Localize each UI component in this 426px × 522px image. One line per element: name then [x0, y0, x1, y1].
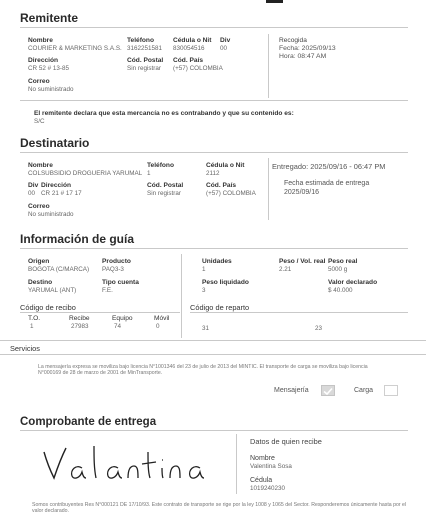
remitente-telefono: 3162251581: [127, 45, 163, 52]
destinatario-postal: Sin registrar: [147, 190, 181, 197]
remitente-postal-label: Cód. Postal: [127, 57, 164, 64]
destinatario-title: Destinatario: [20, 136, 90, 150]
guia-title: Información de guía: [20, 232, 135, 246]
destinatario-correo: No suministrado: [28, 211, 74, 218]
destinatario-cedula: 2112: [206, 170, 220, 177]
recibo-header-recibe: Recibe: [69, 315, 90, 322]
remitente-title: Remitente: [20, 11, 79, 25]
remitente-div-label: Div: [220, 37, 231, 44]
servicios-title: Servicios: [10, 344, 40, 353]
remitente-direccion-label: Dirección: [28, 57, 59, 64]
remitente-cedula: 830054516: [173, 45, 205, 52]
recibe-nombre-label: Nombre: [250, 455, 275, 462]
reparto-value-1: 31: [202, 325, 210, 332]
guia-divider: [20, 248, 408, 249]
remitente-contenido: S/C: [34, 118, 45, 125]
reparto-value-2: 23: [315, 325, 323, 332]
guia-origen: BOGOTA (C/MARCA): [28, 266, 90, 273]
destinatario-cedula-label: Cédula o Nit: [206, 162, 245, 169]
recogida-fecha: Fecha: 2025/09/13: [279, 45, 336, 52]
remitente-vertical-divider: [268, 34, 269, 98]
destinatario-div-label: Div: [28, 182, 39, 189]
comprobante-title: Comprobante de entrega: [20, 416, 157, 428]
reparto-title: Código de reparto: [190, 303, 250, 312]
remitente-telefono-label: Teléfono: [127, 37, 154, 44]
guia-origen-label: Origen: [28, 258, 50, 265]
destinatario-telefono-label: Teléfono: [147, 162, 174, 169]
destinatario-vertical-divider: [268, 158, 269, 220]
remitente-nombre-label: Nombre: [28, 37, 53, 44]
comprobante-footer-text: Somos contribuyentes Res N°000121 DE 17/10/93. Este contrato de transporte se rige por la ley 1008 y 1065 del Sector. Responderemos únicamente hasta por el valor declarado.: [32, 502, 407, 514]
guia-producto-label: Producto: [102, 258, 131, 265]
recogida-label: Recogida: [279, 37, 307, 44]
guia-peso-real-label: Peso real: [328, 258, 358, 265]
recibo-value-movil: 0: [156, 323, 160, 330]
destinatario-direccion-label: Dirección: [41, 182, 72, 189]
remitente-declaracion: El remitente declara que esta mercancía no es contrabando y que su contenido es:: [34, 110, 294, 117]
guia-valor: $ 40.000: [328, 287, 353, 294]
destinatario-nombre: COLSUBSIDIO DROGUERIA YARUMAL: [28, 170, 143, 177]
reparto-divider: [190, 312, 408, 313]
guia-tipo: F.E.: [102, 287, 113, 294]
remitente-direccion: CR 52 # 13-85: [28, 65, 69, 72]
mensajeria-label: Mensajería: [274, 387, 309, 394]
guia-unidades: 1: [202, 266, 206, 273]
remitente-cedula-label: Cédula o Nit: [173, 37, 212, 44]
check-icon: [322, 387, 334, 396]
fecha-estimada: 2025/09/16: [284, 189, 320, 196]
guia-liquidado: 3: [202, 287, 206, 294]
servicios-divider: [0, 354, 426, 355]
comprobante-divider: [20, 430, 408, 431]
recibo-header-equipo: Equipo: [112, 315, 133, 322]
remitente-div: 00: [220, 45, 228, 52]
recibe-nombre: Valentina Sosa: [250, 463, 292, 470]
remitente-declara-divider: [20, 100, 408, 101]
remitente-divider: [20, 27, 408, 28]
destinatario-nombre-label: Nombre: [28, 162, 53, 169]
guia-tipo-label: Tipo cuenta: [102, 279, 139, 286]
remitente-postal: Sin registrar: [127, 65, 161, 72]
remitente-nombre: COURIER & MARKETING S.A.S.: [28, 45, 122, 52]
carga-checkbox[interactable]: [384, 385, 398, 396]
destinatario-divider: [20, 152, 408, 153]
guia-destino: YARUMAL (ANT): [28, 287, 77, 294]
guia-peso-vol-label: Peso / Vol. real: [279, 258, 326, 265]
carga-label: Carga: [354, 387, 374, 394]
destinatario-telefono: 1: [147, 170, 151, 177]
destinatario-correo-label: Correo: [28, 203, 50, 210]
recibo-value-recibe: 27983: [71, 323, 89, 330]
guia-destino-label: Destino: [28, 279, 53, 286]
destinatario-div: 00: [28, 190, 36, 197]
datos-recibe-label: Datos de quien recibe: [250, 437, 322, 446]
recibo-title: Código de recibo: [20, 303, 76, 312]
logo-fragment: [266, 0, 283, 3]
guia-valor-label: Valor declarado: [328, 279, 378, 286]
recibo-header-to: T.O.: [28, 315, 41, 322]
signature-image: [36, 438, 226, 490]
recibo-divider: [20, 312, 180, 313]
recibe-cedula: 1019240230: [250, 485, 286, 492]
guia-peso-vol: 2.21: [279, 266, 292, 273]
guia-liquidado-label: Peso liquidado: [202, 279, 249, 286]
destinatario-pais-label: Cód. País: [206, 182, 237, 189]
guia-vertical-divider: [181, 254, 182, 338]
comprobante-vertical-divider: [236, 434, 237, 494]
guia-peso-real: 5000 g: [328, 266, 348, 273]
destinatario-postal-label: Cód. Postal: [147, 182, 184, 189]
remitente-correo: No suministrado: [28, 86, 74, 93]
recibo-value-equipo: 74: [114, 323, 122, 330]
mensajeria-checkbox[interactable]: [321, 385, 335, 396]
entregado-status: Entregado: 2025/09/16 - 06:47 PM: [272, 162, 386, 171]
servicios-licencia-text: La mensajería expresa se moviliza bajo licencia N°1001346 del 23 de julio de 2013 del MINTIC. El transporte de carga se moviliza bajo licencia N°000169 de 28 de marzo de 2001 de MinTransporte.: [38, 364, 368, 376]
remitente-correo-label: Correo: [28, 78, 50, 85]
recibe-cedula-label: Cédula: [250, 477, 273, 484]
recogida-hora: Hora: 08:47 AM: [279, 53, 327, 60]
remitente-pais: (+57) COLOMBIA: [173, 65, 223, 72]
destinatario-pais: (+57) COLOMBIA: [206, 190, 256, 197]
guia-producto: PAQ3-3: [102, 266, 124, 273]
recibo-header-movil: Móvil: [154, 315, 170, 322]
recibo-value-to: 1: [30, 323, 34, 330]
destinatario-direccion: CR 21 # 17 17: [41, 190, 82, 197]
fecha-estimada-label: Fecha estimada de entrega: [284, 180, 370, 187]
servicios-top-divider: [0, 340, 426, 341]
remitente-pais-label: Cód. País: [173, 57, 204, 64]
guia-unidades-label: Unidades: [202, 258, 232, 265]
